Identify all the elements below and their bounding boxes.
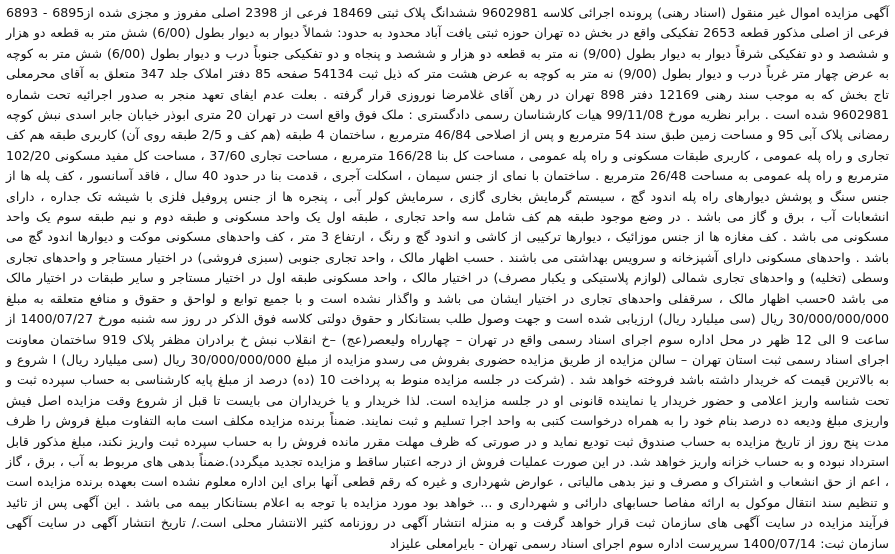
auction-notice-text: آگهی مزایده اموال غیر منقول (اسناد رهنی) پرونده اجرائی کلاسه 9602981 ششدانگ پلاک ثبتی 18469 فرعی از 2398 اصلی مفروز و مجزی شده از6895 - 6893 فرعی از اصلی مذکور قطعه 2653 تفکیکی واقع در بخش ده تهران حوزه ثبتی یافت آباد محدود به حدود: شمالاً دیوار به دیوار بطول (6/00) شش متر به قطعه دو هزار و ششصد و دو تفکیکی شرقاً دیوار به دیوار بطول (9/00) نه متر به قطعه دو هزار و ششصد و پنجاه و دو تفکیکی جنوباً درب و دیوار بطول (6/00) شش متر به کوچه به عرض چهار متر غرباً درب و دیوار بطول (9/00) نه متر به کوچه به عرض هشت متر که ذیل ثبت 54134 صفحه 85 دفتر املاک جلد 347 متعلق به آقای محرمعلی تاج بخش که به موجب سند رهنی 12169 دفتر 898 تهران در رهن آقای غلامرضا نوروزی قرار گرفته . بعلت عدم ایفای تعهد منجر به صدور اجرائیه تحت شماره 9602981 شده است . برابر نظریه مورخ 99/11/08 هیات کارشناسان رسمی دادگستری : ملک فوق واقع است در تهران 20 متری ابوذر خیابان جابر اسدی نبش کوچه رمضانی پلاک آبی 95 و مساحت زمین طبق سند 54 مترمربع و پس از اصلاحی 46/84 مترمربع ، ساختمان 4 طبقه (هم کف و 2/5 طبقه روی آن) کاربری طبقه هم کف تجاری و راه پله عمومی ، کاربری طبقات مسکونی و راه پله عمومی ، مساحت کل بنا 166/28 مترمربع ، مساحت تجاری 37/60 ، مساحت کل مفید مسکونی 102/20 مترمربع و راه پله عمومی به مساحت 26/48 مترمربع . ساختمان با نمای از جنس سیمان ، اسکلت آجری ، قدمت بنا در حدود 40 سال ، فاقد آسانسور ، کف پله ها از جنس سنگ و پوشش دیوارهای راه پله اندود گچ ، سیستم گرمایش بخاری گازی ، سرمایش کولر آبی ، پنجره ها از جنس پروفیل فلزی با شیشه تک جداره ، دارای انشعابات آب ، برق و گاز می باشد . در وضع موجود طبقه هم کف شامل سه واحد تجاری ، طبقه اول یک واحد مسکونی و طبقه دوم و نیم طبقه سوم یک واحد مسکونی می باشد . کف مغازه ها از جنس موزائیک ، دیوارها ترکیبی از کاشی و اندود گچ و رنگ ، ارتفاع 3 متر ، کف واحدهای مسکونی موکت و دیوارها اندود گچ می باشد . واحدهای مسکونی دارای آشپزخانه و سرویس بهداشتی می باشند . حسب اظهار مالک ، واحد تجاری جنوبی (سبزی فروشی) در اختیار مستاجر و واحدهای تجاری وسطی (تخلیه) و واحدهای تجاری شمالی (لوازم پلاستیکی و یکبار مصرف) در اختیار مالک ، واحد مسکونی طبقه اول در اختیار مستاجر و سایر طبقات در اختیار مالک می باشد 0حسب اظهار مالک ، سرقفلی واحدهای تجاری در اختیار ایشان می باشد و واگذار نشده است و با جمیع توابع و لواحق و حقوق و منافع متعلقه به مبلغ 30/000/000/000 ریال (سی میلیارد ریال) ارزیابی شده است و جهت وصول طلب بستانکار و حقوق دولتی کلاسه فوق الذکر در روز سه شنبه مورخ 1400/07/27 از ساعت 9 الی 12 ظهر در محل اداره سوم اجرای اسناد رسمی واقع در تهران – چهارراه ولیعصر(عج) –خ انقلاب نبش خ برادران مظفر پلاک 919 ساختمان معاونت اجرای اسناد رسمی ثبت استان تهران – سالن مزایده از طریق مزایده حضوری بفروش می رسدو مزایده از مبلغ 30/000/000/000 ریال (سی میلیارد ریال) ا شروع و به بالاترین قیمت که خریدار داشته باشد فروخته خواهد شد . (شرکت در جلسه مزایده منوط به پرداخت 10 (ده) درصد از مبلغ پایه کارشناسی به حساب سپرده ثبت و تحت شناسه واریز اعلامی و حضور خریدار یا نماینده قانونی او در جلسه مزایده است. لذا خریدار و یا خریداران می بایست تا قبل از شروع وقت مزایده اصل فیش واریزی مبلغ ودیعه ده درصد بنام خود را به همراه درخواست کتبی به واحد اجرا تسلیم و ثبت نمایند. ضمناً برنده مزایده مکلف است مابه التفاوت مبلغ فروش را ظرف مدت پنج روز از تاریخ مزایده به حساب صندوق ثبت تودیع نماید و در صورتی که ظرف مهلت مقرر مانده فروش را به حساب سپرده ثبت واریز نکند، مبلغ مذکور قابل استرداد نبوده و به حساب خزانه واریز خواهد شد. در این صورت عملیات فروش از درجه اعتبار ساقط و مزایده تجدید میگردد).ضمناً بدهی های مربوط به آب ، برق ، گاز ، اعم از حق انشعاب و اشتراک و مصرف و نیز بدهی مالیاتی ، عوارض شهرداری و غیره که رقم قطعی آنها برای این اداره معلوم نشده است بعهده برنده مزایده است و تنظیم سند انتقال موکول به ارائه مفاصا حسابهای دارائی و شهرداری و ... خواهد بود مورد مزایده با توجه به اعلام بستانکار بیمه می باشد . این آگهی پس از تائید فرآیند مزایده در سایت آگهی های سازمان ثبت قرار خواهد گرفت و به منزله انتشار آگهی در روزنامه کثیر الانتشار محلی است./ تاریخ انتشار آگهی در سایت آگهی سازمان ثبت: 1400/07/14 سرپرست اداره سوم اجرای اسناد رسمی تهران - بایرامعلی علیزاد: [6, 5, 890, 551]
